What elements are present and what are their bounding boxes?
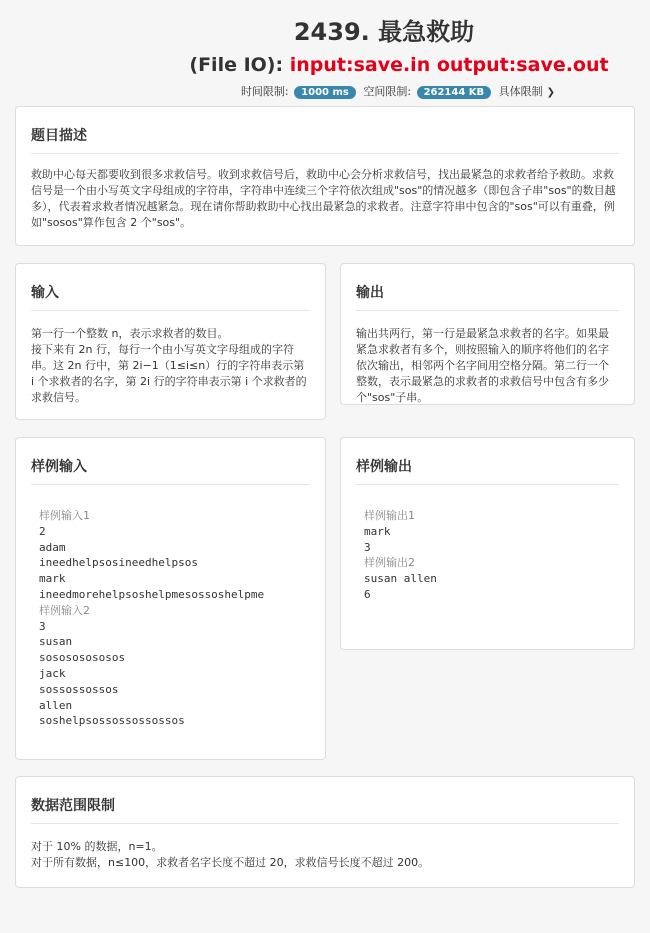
input-line: 第一行一个整数 n，表示求救者的数目。 <box>31 327 229 340</box>
divider <box>31 310 310 311</box>
divider <box>356 484 619 485</box>
sample-line: allen <box>39 698 73 712</box>
sample-line: susan allen <box>364 572 437 586</box>
file-io-value: input:save.in output:save.out <box>289 54 609 76</box>
divider <box>356 310 619 311</box>
limits-bar <box>0 83 650 99</box>
file-io-label: (File IO): <box>189 54 284 76</box>
constraints-text <box>31 839 619 871</box>
sample-label: 样例输出2 <box>364 556 415 570</box>
constraints-heading: 数据范围限制 <box>31 798 115 814</box>
description-heading: 题目描述 <box>31 128 87 144</box>
sample-line: 6 <box>364 587 371 601</box>
divider <box>31 484 310 485</box>
sample-label: 样例输入2 <box>39 603 90 617</box>
output-text: 输出共两行，第一行是最紧急求救者的名字。如果最紧急求救者有多个，则按照输入的顺序将他们的名字依次输出，相邻两个名字间用空格分隔。第二行一个整数，表示最紧急的求救者的求救信号中包含有多少个"sos"子串。 <box>356 327 609 404</box>
time-limit-badge: 1000 ms <box>294 86 356 99</box>
description-panel <box>15 106 635 246</box>
output-panel <box>340 263 635 405</box>
sample-line: soshelpsossossossossos <box>39 714 185 728</box>
constraint-line: 对于 10% 的数据，n=1。 <box>31 840 163 853</box>
sample-input-panel <box>15 437 326 760</box>
sample-output-block <box>364 508 619 603</box>
sample-line: susan <box>39 635 73 649</box>
sample-line: sossossossos <box>39 682 119 696</box>
output-heading: 输出 <box>356 285 384 301</box>
memory-limit-badge: 262144 KB <box>417 86 492 99</box>
sample-line: 2 <box>39 524 46 538</box>
divider <box>31 153 619 154</box>
file-io-line <box>0 54 650 76</box>
input-text <box>31 326 310 406</box>
chevron-down-icon: ❯ <box>546 87 556 98</box>
sample-line: sosososososos <box>39 651 126 665</box>
detail-limit-label: 具体限制 <box>498 85 543 98</box>
memory-limit-label: 空间限制: <box>363 85 412 98</box>
input-line: 接下来有 2n 行，每行一个由小写英文字母组成的字符串。这 2n 行中，第 2i−1（1≤i≤n）行的字符串表示第 i 个求救者的名字，第 2i 行的字符串表示第 i 个求救者的求救信号。 <box>31 343 307 404</box>
sample-line: mark <box>39 572 66 586</box>
sample-label: 样例输出1 <box>364 509 415 522</box>
constraint-line: 对于所有数据，n≤100，求救者名字长度不超过 20，求救信号长度不超过 200。 <box>31 856 430 869</box>
problem-title: 2439. 最急救助 <box>293 18 475 46</box>
description-text: 救助中心每天都要收到很多求救信号。收到求救信号后，救助中心会分析求救信号，找出最紧急的求救者给予救助。求救信号是一个由小写英文字母组成的字符串，字符串中连续三个字符依次组成"sos"的情况越多（即包含子串"sos"的数目越多），代表着求救者情况越紧急。现在请你帮助救助中心找出最紧急的求救者。注意字符串中包含的"sos"可以有重叠，例如"sosos"算作包含 2 个"sos"。 <box>31 168 616 229</box>
sample-line: mark <box>364 524 391 538</box>
sample-line: adam <box>39 540 66 554</box>
sample-input-heading: 样例输入 <box>31 459 87 475</box>
sample-output-heading: 样例输出 <box>356 459 412 475</box>
input-panel <box>15 263 326 420</box>
sample-line: ineedmorehelpsoshelpmesossoshelpme <box>39 587 265 601</box>
sample-input-block <box>39 508 310 729</box>
sample-line: jack <box>39 666 66 680</box>
divider <box>31 823 619 824</box>
sample-line: 3 <box>39 619 46 633</box>
input-heading: 输入 <box>31 285 59 301</box>
sample-output-panel <box>340 437 635 650</box>
sample-line: 3 <box>364 540 371 554</box>
sample-line: ineedhelpsosineedhelpsos <box>39 556 198 570</box>
sample-label: 样例输入1 <box>39 509 90 522</box>
time-limit-label: 时间限制: <box>240 85 289 98</box>
detail-limit-toggle[interactable] <box>499 85 555 98</box>
constraints-panel <box>15 776 635 888</box>
